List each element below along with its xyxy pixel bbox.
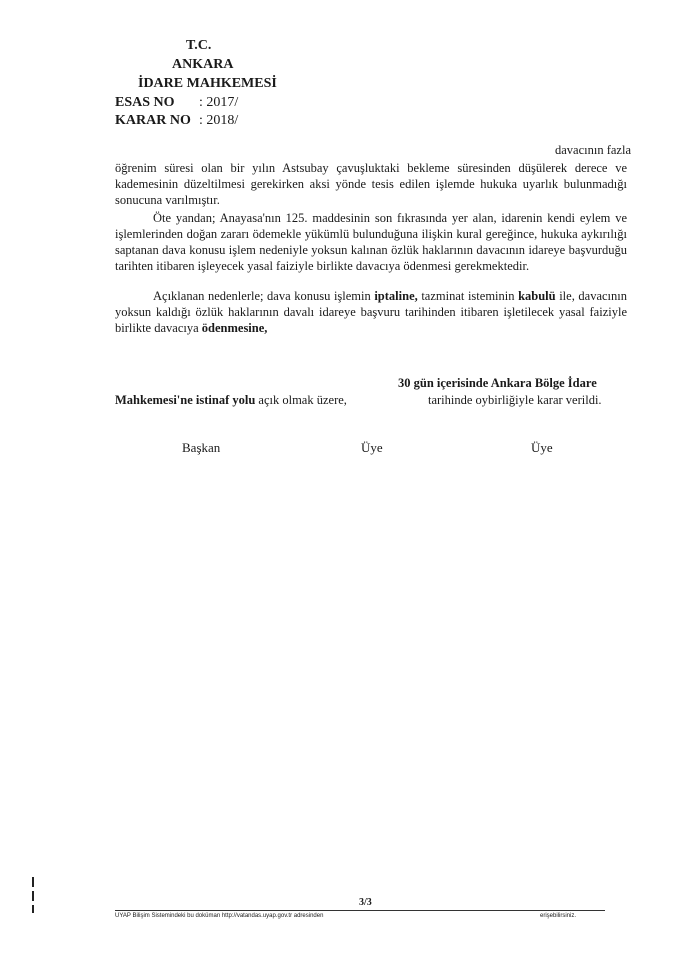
- scan-mark-2: [32, 891, 34, 901]
- page-number: 3/3: [359, 897, 372, 908]
- esas-row: [115, 95, 239, 111]
- header-court: İDARE MAHKEMESİ: [138, 76, 277, 91]
- karar-value: : 2018/: [199, 113, 239, 128]
- paragraph-1-text: öğrenim süresi olan bir yılın Astsubay çavuşluktaki bekleme süresinden düşülerek derece ve kademesinin düzeltilmesi gerekirken aksi yönde tesis edilen işlemde hukuka uyarlık bulunmadığı sonucuna varılmıştır.: [115, 161, 627, 207]
- p3-odenme: ödenmesine,: [201, 321, 268, 335]
- appeal-left-normal: açık olmak üzere,: [255, 393, 347, 407]
- esas-value: : 2017/: [199, 95, 239, 110]
- footer-divider: [115, 910, 605, 911]
- footer-right-note: erişebilirsiniz.: [540, 913, 577, 919]
- signature-uye-2: Üye: [531, 440, 553, 455]
- paragraph-2-text: Öte yandan; Anayasa'nın 125. maddesinin son fıkrasında yer alan, idarenin kendi eylem ve işlemlerinden doğan zararı ödemekle yükümlü bulunduğuna ilişkin kural gereğince, hukuka aykırılığı saptanan dava konusu işlem nedeniyle yoksun kalınan özlük haklarının davacının idareye başvurduğu tarihten itibaren işleyecek yasal faiziyle birlikte davacıya ödenmesi gerekmektedir.: [115, 211, 627, 273]
- appeal-left: [115, 393, 347, 408]
- paragraph-2: [115, 210, 627, 274]
- p3-e: ile, davacının yoksun kaldığı özlük haklarının davalı idareye başvuru tarihinden itibaren işletilecek yasal faiziyle birlikte davacıya: [115, 289, 627, 335]
- scan-mark-3: [32, 905, 34, 913]
- scan-mark-1: [32, 877, 34, 887]
- header-city: ANKARA: [172, 57, 234, 72]
- paragraph-1-start: davacının fazla: [555, 143, 631, 157]
- paragraph-3: [115, 288, 627, 336]
- appeal-left-bold: Mahkemesi'ne istinaf yolu: [115, 393, 256, 407]
- appeal-right-normal: tarihinde oybirliğiyle karar verildi.: [428, 393, 602, 407]
- esas-label: ESAS NO: [115, 95, 175, 110]
- footer-left-note: UYAP Bilişim Sistemindeki bu doküman http://vatandas.uyap.gov.tr adresinden: [115, 913, 324, 919]
- karar-row: [115, 113, 239, 129]
- karar-label: KARAR NO: [115, 113, 191, 128]
- p3-a: Açıklanan nedenlerle; dava konusu işlemin: [153, 289, 375, 303]
- p3-iptal: iptaline,: [374, 289, 418, 303]
- p3-kabul: kabulü: [518, 289, 556, 303]
- signature-uye-1: Üye: [361, 440, 383, 455]
- paragraph-1: [115, 160, 627, 208]
- paragraph-3-text: [115, 288, 627, 336]
- appeal-right-bold: 30 gün içerisinde Ankara Bölge İdare: [398, 376, 597, 390]
- signature-baskan: Başkan: [182, 440, 221, 455]
- header-tc: T.C.: [186, 38, 212, 53]
- p3-c: tazminat isteminin: [417, 289, 519, 303]
